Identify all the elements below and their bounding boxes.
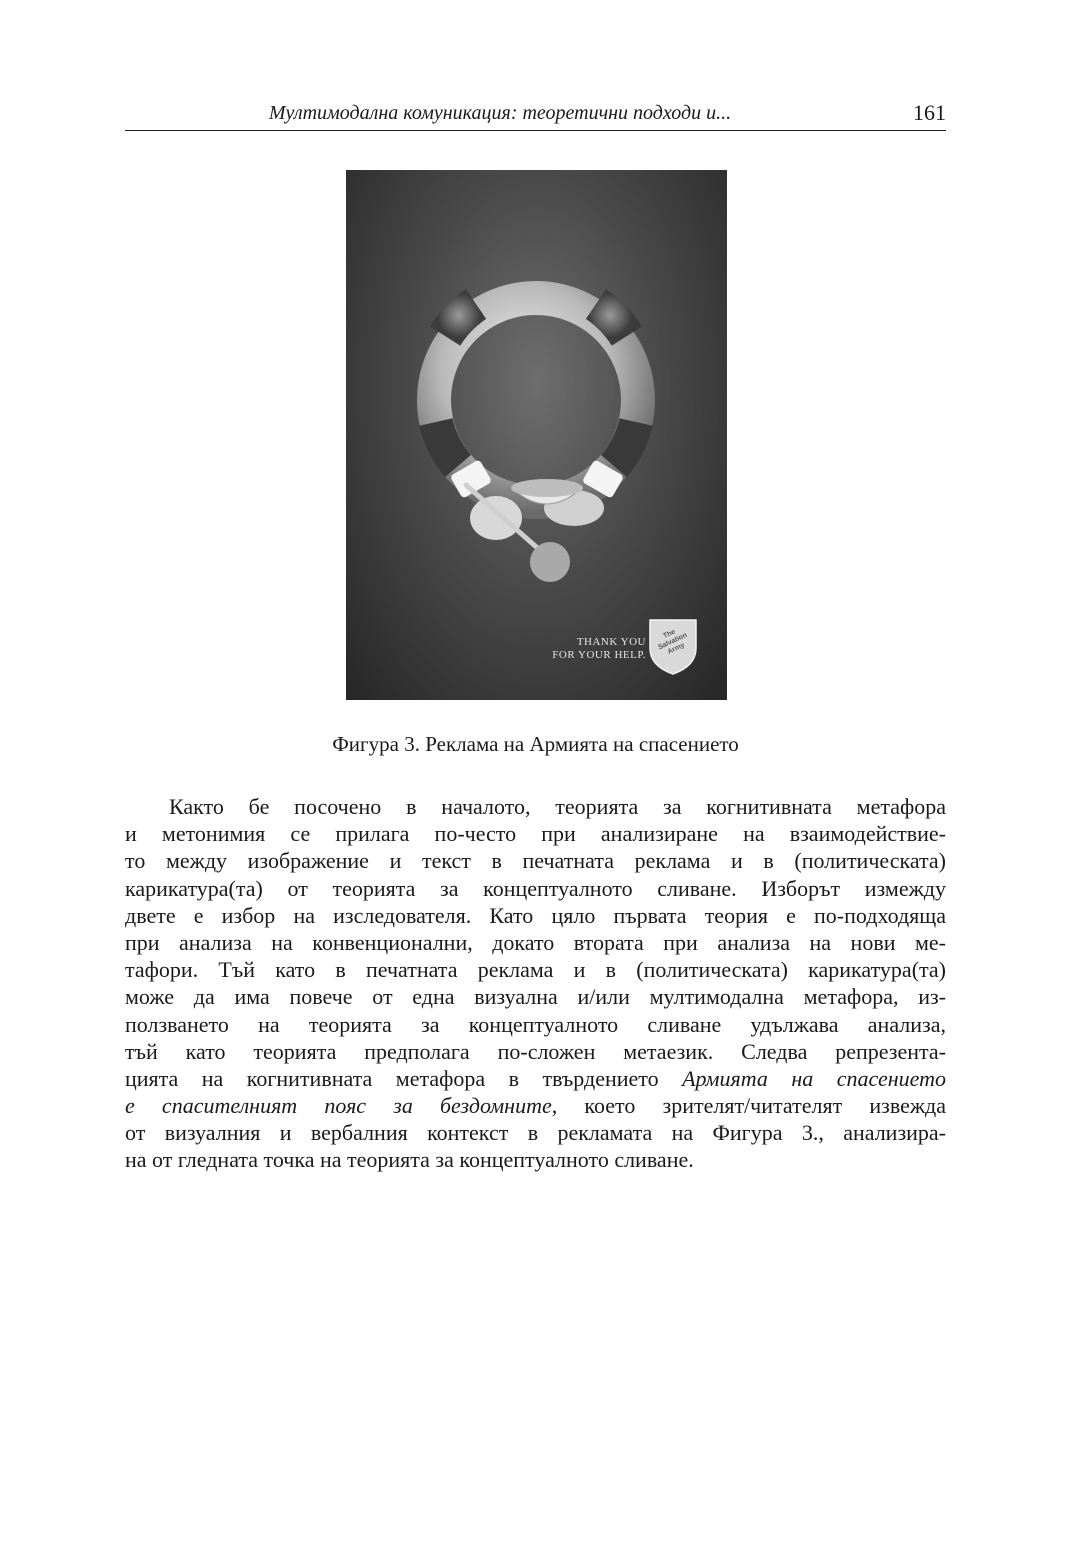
text-segment: цията на когнитивната метафора в твърдението: [125, 1065, 683, 1091]
text-line: двете е избор на изследователя. Като цяло първата теория е по-подходяща: [125, 902, 946, 928]
ad-slogan: [516, 636, 646, 662]
figure-image: [346, 170, 727, 700]
ad-slogan-line2: FOR YOUR HELP.: [552, 649, 646, 661]
text-line: [125, 1065, 946, 1092]
page-number: 161: [913, 100, 946, 125]
ladle-bowl: [530, 542, 570, 582]
lifebuoy-band-right: [596, 304, 627, 336]
lifebuoy-band-lower-left: [436, 422, 458, 466]
lifebuoy-band-left: [445, 304, 476, 336]
text-line: карикатура(та) от теорията за концептуалното сливане. Изборът измежду: [125, 875, 946, 901]
running-head: [125, 98, 946, 131]
text-line: може да има повече от една визуална и/или мултимодална метафора, из-: [125, 984, 946, 1010]
text-line: Както бе посочено в началото, теорията за когнитивната метафора: [169, 794, 946, 819]
text-line: от визуалния и вербалния контекст в рекламата на Фигура 3., анализира-: [125, 1120, 946, 1146]
lifebuoy-illustration: [346, 170, 727, 700]
italic-phrase: е спасителният пояс за бездомните: [125, 1093, 552, 1119]
text-line: тъй като теорията предполага по-сложен метаезик. Следва репрезента-: [125, 1038, 946, 1064]
text-line: то между изображение и текст в печатната реклама и в (политическата): [125, 848, 946, 874]
figure-caption: Фигура 3. Реклама на Армията на спасението: [332, 732, 739, 756]
running-title: Мултимодална комуникация: теоретични подходи и...: [268, 102, 732, 124]
text-segment: , което зрителят/читателят извежда: [551, 1093, 946, 1119]
text-line: при анализа на конвенционални, докато втората при анализа на нови ме-: [125, 929, 946, 955]
text-line: [125, 1092, 946, 1119]
text-line: и метонимия се прилага по-често при анализиране на взаимодействие-: [125, 821, 946, 847]
text-line: тафори. Тъй като в печатната реклама и в (политическата) карикатура(та): [125, 957, 946, 983]
soup-surface: [511, 479, 583, 497]
ad-slogan-line1: THANK YOU: [576, 636, 646, 648]
italic-phrase: Армията на спасението: [682, 1065, 946, 1091]
body-paragraph: [125, 793, 946, 1174]
hand-left: [470, 496, 522, 540]
lifebuoy-band-lower-right: [614, 422, 636, 466]
text-line: ползването на теорията за концептуалното сливане удължава анализа,: [125, 1011, 946, 1037]
text-line: на от гледната точка на теорията за концептуалното сливане.: [125, 1147, 694, 1173]
shield-label: The Salvation Army: [657, 628, 689, 656]
